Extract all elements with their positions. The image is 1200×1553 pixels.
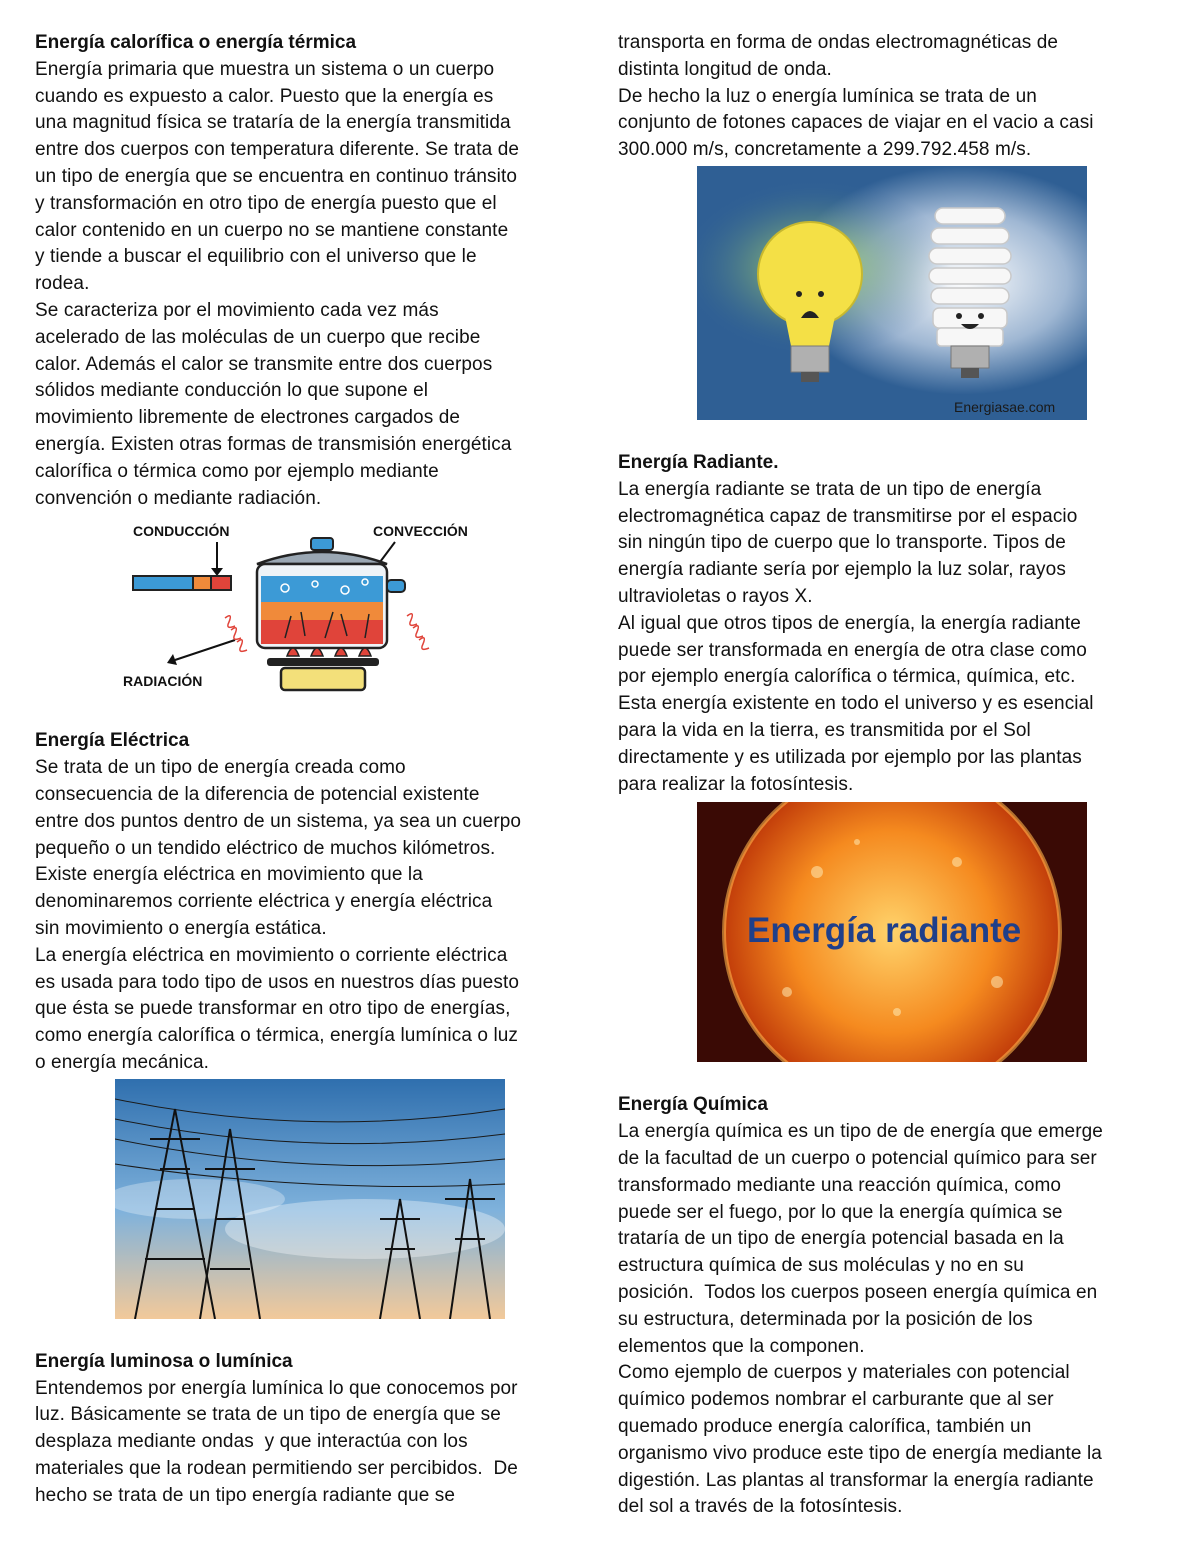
paragraph-calorifica-1: Energía primaria que muestra un sistema o un cuerpo cuando es expuesto a calor. Puesto que la energía es una magnitud física se trataría de la energía transmitida entre dos cuerpos con temperatura diferente. Se trata de un tipo de energía que se encuentra en continuo tránsito y transformación en otro tipo de energía puesto que el calor contenido en un cuerpo no se mantiene constante y tiende a buscar el equilibrio con el universo que le rodea. [35, 58, 520, 295]
heat-transfer-figure [35, 518, 595, 698]
label-conveccion: CONVECCIÓN [373, 523, 468, 540]
label-conduccion: CONDUCCIÓN [133, 523, 230, 540]
heading-energia-radiante: Energía Radiante. [618, 451, 779, 473]
power-lines-illustration [115, 1079, 505, 1319]
sun-photo [697, 802, 1087, 1062]
paragraph-luminosa-continued: transporta en forma de ondas electromagnéticas de distinta longitud de onda. De hecho la luz o energía lumínica se trata de un conjunto de fotones capaces de viajar en el vacio a casi 300.000 m/s, concretamente a 299.792.458 m/s. [618, 32, 1094, 161]
paragraph-electrica-1: Se trata de un tipo de energía creada como consecuencia de la diferencia de potencial existente entre dos puntos dentro de un sistema, ya sea un cuerpo pequeño o un tendido eléctrico de muchos kilómetros. Existe energía eléctrica en movimiento que la denominaremos corriente eléctrica y energía eléctrica sin movimiento o energía estática. [35, 757, 522, 939]
paragraph-electrica-2: La energía eléctrica en movimiento o corriente eléctrica es usada para todo tipo de usos en nuestros días puesto que ésta se puede transformar en otro tipo de energías, como energía calorífica o térmica, energía lumínica o luz o energía mecánica. [35, 944, 519, 1073]
paragraph-radiante-1: La energía radiante se trata de un tipo de energía electromagnética capaz de transmitirse por el espacio sin ningún tipo de cuerpo que lo transporte. Tipos de energía radiante sería por ejemplo la luz solar, rayos ultravioletas o rayos X. [618, 478, 1078, 607]
power-lines-photo [115, 1079, 505, 1319]
paragraph-luminosa-1: Entendemos por energía lumínica lo que conocemos por luz. Básicamente se trata de un tipo de energía que se desplaza mediante ondas y que interactúa con los materiales que la rodean permitiendo ser percibidos. De hecho se trata de un tipo energía radiante que se [35, 1377, 518, 1506]
paragraph-quimica-1: La energía química es un tipo de de energía que emerge de la facultad de un cuerpo o potencial químico para ser transformado mediante una reacción química, como puede ser el fuego, por lo que la energía química se trataría de un tipo de energía potencial basada en la estructura química de sus moléculas y no en su posición. Todos los cuerpos poseen energía química en su estructura, determinada por la posición de los elementos que la componen. [618, 1121, 1103, 1357]
bulbs-watermark: Energiasae.com [954, 398, 1056, 415]
sun-label: Energía radiante [747, 911, 1022, 951]
right-column [618, 30, 1174, 1521]
light-bulbs-illustration [697, 166, 1087, 420]
paragraph-calorifica-2: Se caracteriza por el movimiento cada vez más acelerado de las moléculas de un cuerpo que recibe calor. Además el calor se transmite entre dos cuerpos sólidos mediante conducción lo que supone el movimiento libremente de electrones cargados de energía. Existen otras formas de transmisión energética calorífica o térmica como por ejemplo mediante convención o mediante radiación. [35, 299, 512, 509]
sun-illustration [697, 802, 1087, 1062]
paragraph-radiante-2: Al igual que otros tipos de energía, la energía radiante puede ser transformada en energía de otra clase como por ejemplo energía calorífica o térmica, química, etc. Esta energía existente en todo el universo y es esencial para la vida en la tierra, es transmitida por el Sol directamente y es utilizada por ejemplo por las plantas para realizar la fotosíntesis. [618, 612, 1094, 795]
heat-transfer-illustration [35, 518, 595, 698]
light-bulbs-photo [697, 166, 1087, 420]
heading-energia-electrica: Energía Eléctrica [35, 730, 190, 752]
heading-energia-luminosa: Energía luminosa o lumínica [35, 1350, 293, 1372]
label-radiacion: RADIACIÓN [123, 673, 203, 690]
heading-energia-calorifica: Energía calorífica o energía térmica [35, 32, 357, 53]
heading-energia-quimica: Energía Química [618, 1094, 768, 1116]
paragraph-quimica-2: Como ejemplo de cuerpos y materiales con potencial químico podemos nombrar el carburante que al ser quemado produce energía calorífica, también un organismo vivo produce este tipo de energía mediante la digestión. Las plantas al transformar la energía radiante del sol a través de la fotosíntesis. [618, 1362, 1102, 1518]
left-column [35, 30, 595, 1509]
